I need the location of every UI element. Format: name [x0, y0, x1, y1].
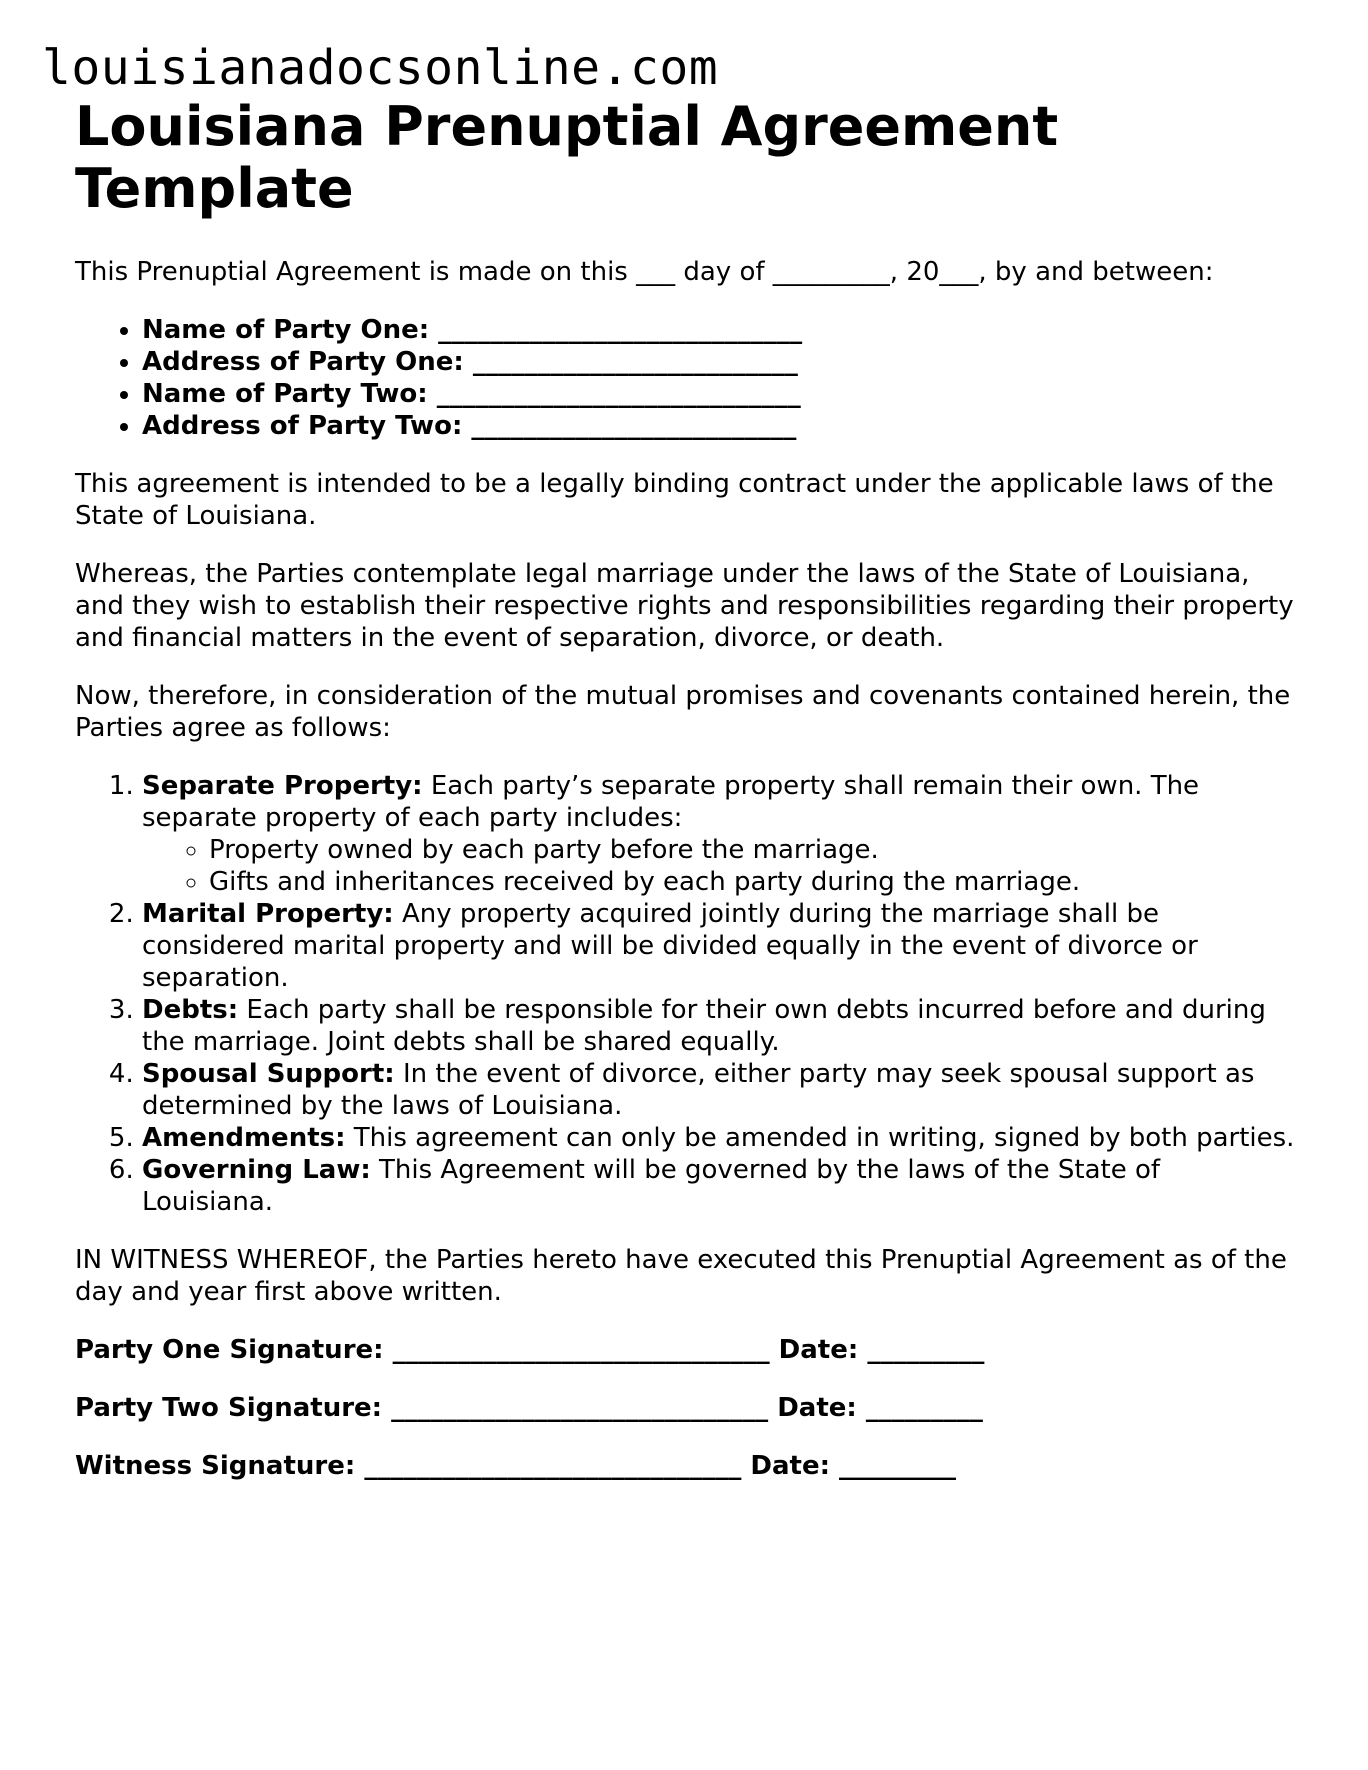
signature-blank: _____________________________ [392, 1335, 770, 1365]
signature-label: Witness Signature: [75, 1451, 356, 1481]
term-subitem: ◦ Property owned by each party before the marriage. [209, 834, 1295, 866]
term-subitem: ◦ Gifts and inheritances received by each party during the marriage. [209, 866, 1295, 898]
date-label: Date: [750, 1451, 830, 1481]
page-title: Louisiana Prenuptial Agreement Template [75, 95, 1059, 220]
term-item [142, 770, 1295, 898]
document [75, 96, 1295, 1508]
party-blank: _________________________ [471, 411, 797, 441]
term-text: In the event of divorce, either party may seek spousal support as determined by the laws of Louisiana. [142, 1059, 1255, 1121]
party-list [75, 314, 1295, 442]
party-item [142, 378, 1295, 410]
site-watermark: louisianadocsonline.com [42, 40, 719, 96]
term-item [142, 1058, 1295, 1122]
date-label: Date: [778, 1335, 859, 1365]
signature-row-party-one [75, 1334, 1295, 1366]
term-text: Any property acquired jointly during the marriage shall be considered marital property and will be divided equally in the event of divorce or separation. [142, 899, 1198, 993]
term-item [142, 1154, 1295, 1218]
party-item [142, 410, 1295, 442]
party-blank: ____________________________ [438, 315, 803, 345]
witness-clause: IN WITNESS WHEREOF, the Parties hereto have executed this Prenuptial Agreement as of the day and year first above written. [75, 1245, 1287, 1307]
term-heading: Governing Law: [142, 1155, 371, 1185]
term-text: Each party shall be responsible for their own debts incurred before and during the marriage. Joint debts shall be shared equally. [142, 995, 1266, 1057]
signature-blank: _____________________________ [391, 1393, 769, 1423]
term-item [142, 994, 1295, 1058]
signature-row-witness [75, 1450, 1295, 1482]
party-label: Address of Party One: [142, 347, 464, 377]
binding-paragraph: This agreement is intended to be a legally binding contract under the applicable laws of the State of Louisiana. [75, 469, 1274, 531]
whereas-paragraph: Whereas, the Parties contemplate legal marriage under the laws of the State of Louisiana, and they wish to establish their respective rights and responsibilities regarding their property and financial matters in the event of separation, divorce, or death. [75, 559, 1294, 653]
party-item [142, 346, 1295, 378]
date-label: Date: [777, 1393, 857, 1423]
now-therefore-paragraph: Now, therefore, in consideration of the mutual promises and covenants contained herein, the Parties agree as follows: [75, 681, 1291, 743]
party-item [142, 314, 1295, 346]
party-blank: _________________________ [472, 347, 798, 377]
term-heading: Debts: [142, 995, 239, 1025]
term-heading: Separate Property: [142, 771, 423, 801]
party-label: Address of Party Two: [142, 411, 463, 441]
signature-blank: _____________________________ [364, 1451, 742, 1481]
term-text: This agreement can only be amended in writing, signed by both parties. [353, 1123, 1295, 1153]
term-heading: Amendments: [142, 1123, 346, 1153]
signature-label: Party Two Signature: [75, 1393, 383, 1423]
party-label: Name of Party Two: [142, 379, 428, 409]
party-label: Name of Party One: [142, 315, 430, 345]
signature-label: Party One Signature: [75, 1335, 384, 1365]
term-item [142, 1122, 1295, 1154]
signature-row-party-two [75, 1392, 1295, 1424]
term-heading: Spousal Support: [142, 1059, 395, 1089]
term-item [142, 898, 1295, 994]
date-blank: _________ [867, 1335, 985, 1365]
term-sublist [142, 834, 1295, 898]
party-blank: ____________________________ [436, 379, 801, 409]
term-heading: Marital Property: [142, 899, 394, 929]
date-blank: _________ [839, 1451, 957, 1481]
date-blank: _________ [865, 1393, 983, 1423]
intro-paragraph: This Prenuptial Agreement is made on this ___ day of _________, 20___, by and between: [75, 257, 1214, 287]
terms-list [75, 770, 1295, 1218]
term-text: This Agreement will be governed by the laws of the State of Louisiana. [142, 1155, 1161, 1217]
term-text: Each party’s separate property shall remain their own. The separate property of each party includes: [142, 771, 1200, 833]
